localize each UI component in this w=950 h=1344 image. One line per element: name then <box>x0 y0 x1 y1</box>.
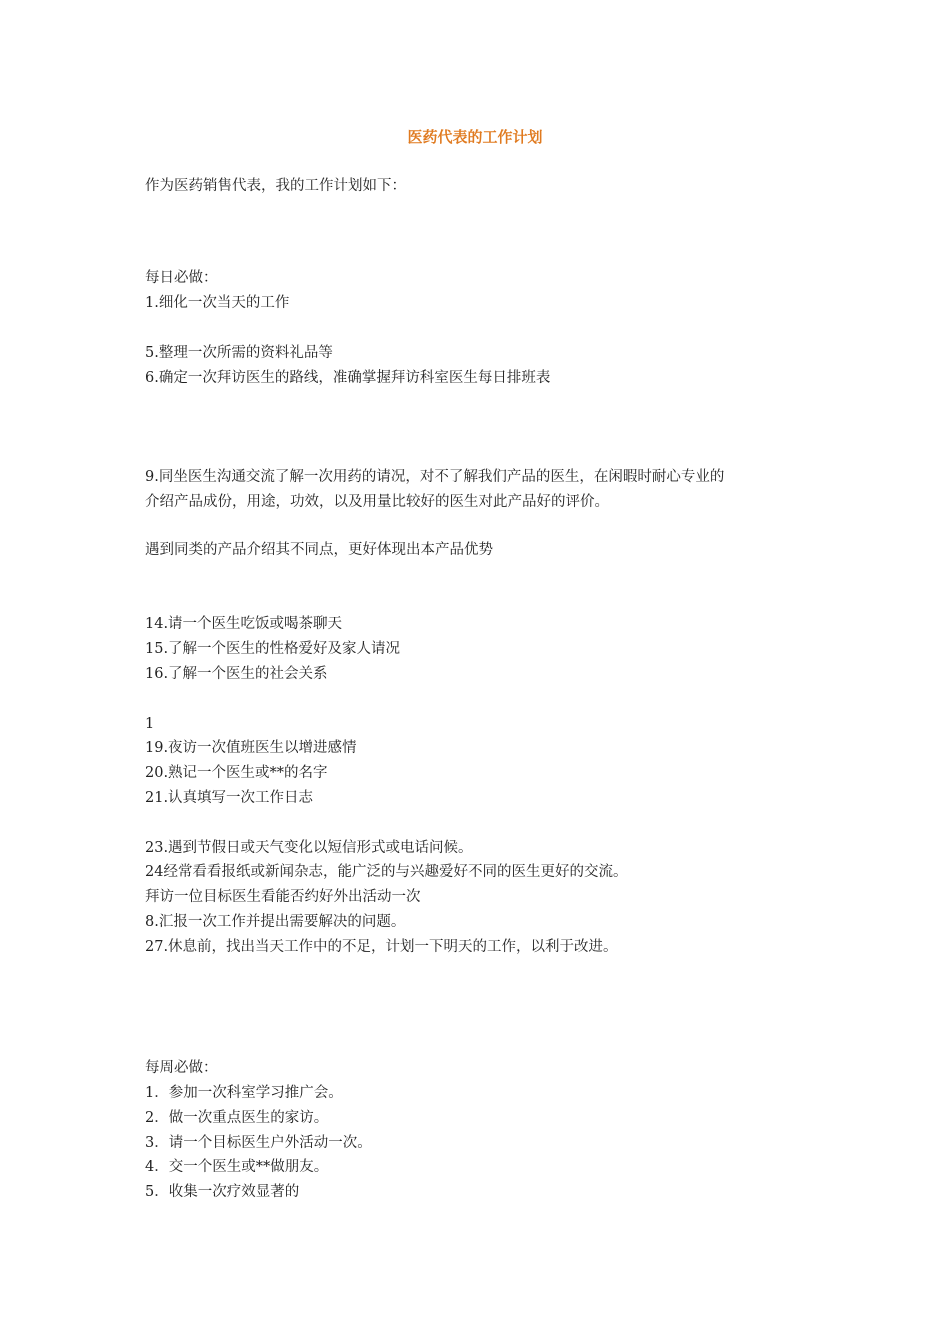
weekly-heading: 每周必做： <box>145 1060 218 1076</box>
document-title: 医药代表的工作计划 <box>407 128 543 146</box>
daily-line: 16.了解一个医生的社会关系 <box>145 666 328 682</box>
weekly-line: 4．交一个医生或**做朋友。 <box>145 1159 329 1175</box>
daily-line: 遇到同类的产品介绍其不同点，更好体现出本产品优势 <box>145 542 493 558</box>
daily-line: 21.认真填写一次工作日志 <box>145 790 314 806</box>
daily-line: 1.细化一次当天的工作 <box>145 295 290 311</box>
daily-line: 拜访一位目标医生看能否约好外出活动一次 <box>145 889 421 905</box>
daily-line: 14.请一个医生吃饭或喝茶聊天 <box>145 616 343 632</box>
weekly-line: 3．请一个目标医生户外活动一次。 <box>145 1135 372 1151</box>
daily-line: 介绍产品成份，用途，功效，以及用量比较好的医生对此产品好的评价。 <box>145 494 609 510</box>
daily-line: 24经常看看报纸或新闻杂志，能广泛的与兴趣爱好不同的医生更好的交流。 <box>145 864 628 880</box>
daily-heading: 每日必做： <box>145 270 218 286</box>
daily-line: 9.同坐医生沟通交流了解一次用药的请况，对不了解我们产品的医生，在闲暇时耐心专业的 <box>145 469 725 485</box>
intro-text: 作为医药销售代表，我的工作计划如下： <box>145 178 406 194</box>
weekly-line: 2．做一次重点医生的家访。 <box>145 1110 329 1126</box>
daily-line: 27.休息前，找出当天工作中的不足，计划一下明天的工作，以利于改进。 <box>145 939 618 955</box>
weekly-line: 5．收集一次疗效显著的 <box>145 1184 300 1200</box>
daily-line: 19.夜访一次值班医生以增进感情 <box>145 740 357 756</box>
daily-line: 6.确定一次拜访医生的路线，准确掌握拜访科室医生每日排班表 <box>145 370 551 386</box>
daily-line: 20.熟记一个医生或**的名字 <box>145 765 328 781</box>
weekly-line: 1．参加一次科室学习推广会。 <box>145 1085 343 1101</box>
daily-line: 5.整理一次所需的资料礼品等 <box>145 345 333 361</box>
daily-line: 23.遇到节假日或天气变化以短信形式或电话问候。 <box>145 840 473 856</box>
daily-line: 1 <box>145 716 155 732</box>
daily-line: 8.汇报一次工作并提出需要解决的问题。 <box>145 914 406 930</box>
daily-line: 15.了解一个医生的性格爱好及家人请况 <box>145 641 401 657</box>
